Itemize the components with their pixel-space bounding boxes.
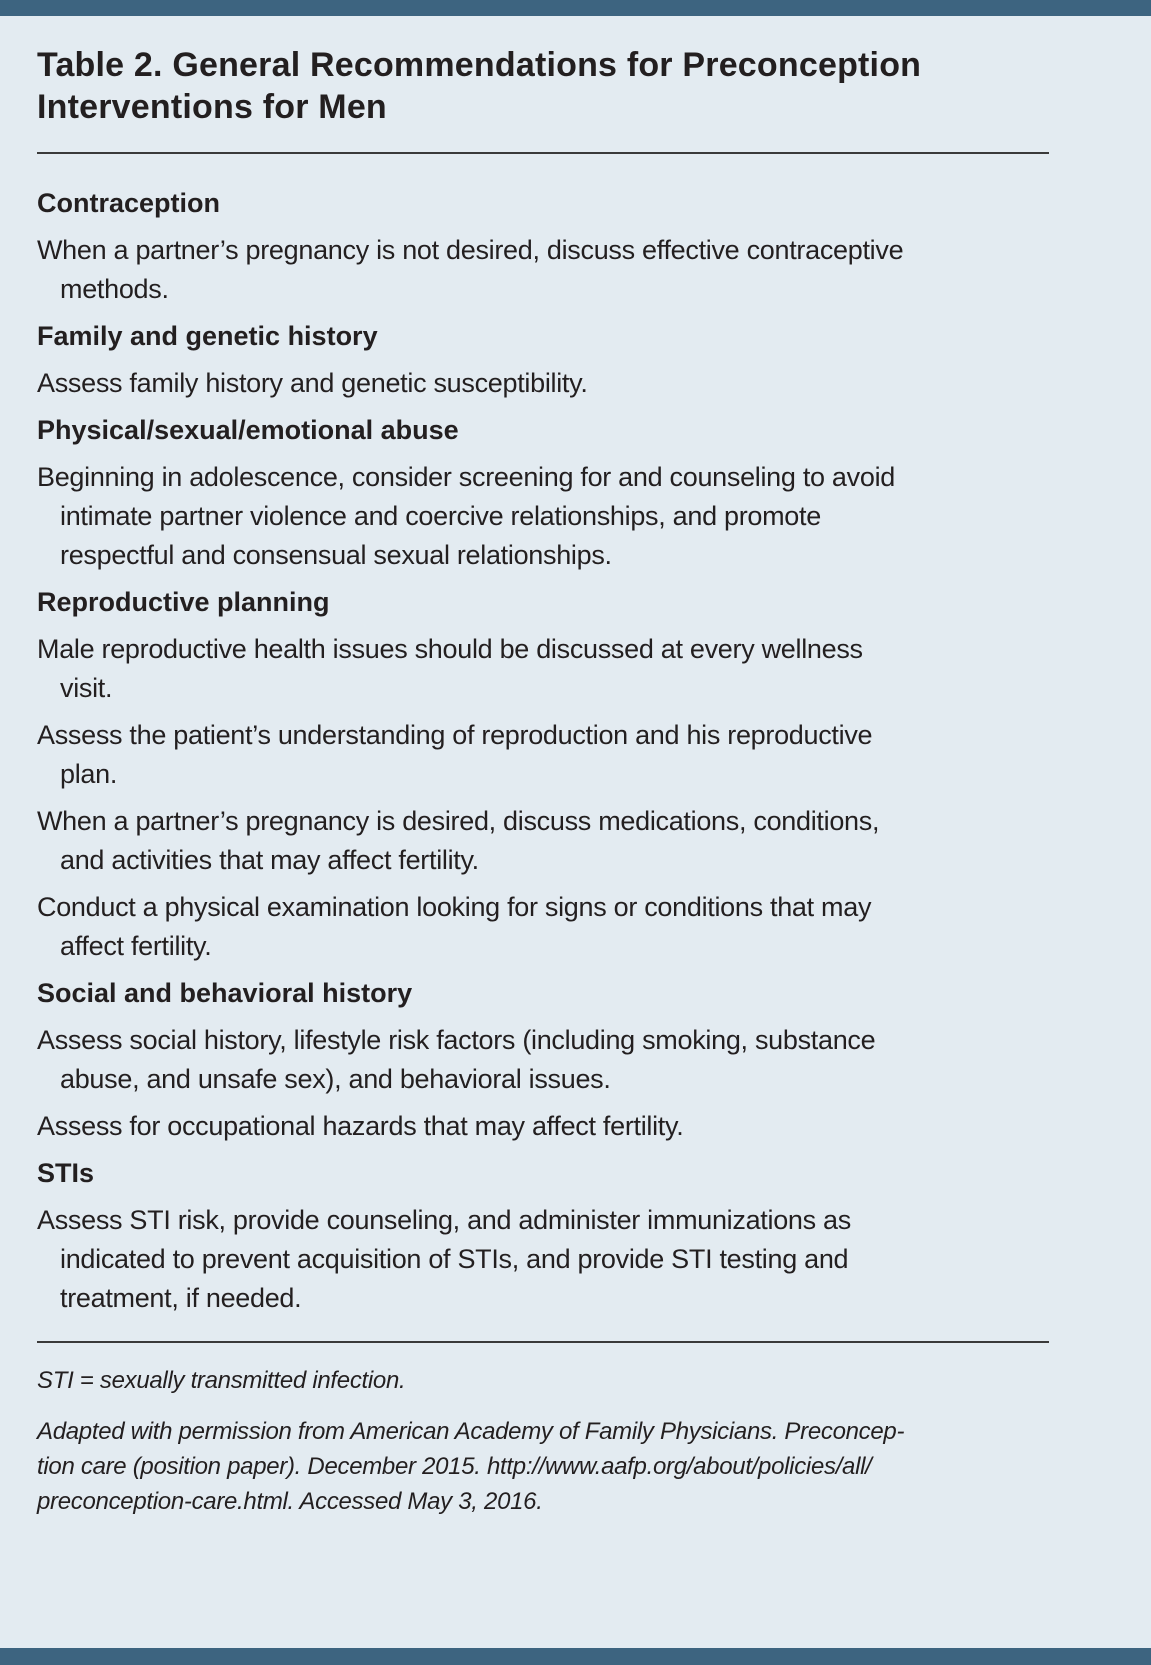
recommendation-item: Assess the patient’s understanding of reproduction and his reproductive plan. [37,720,873,789]
recommendation-item: Assess for occupational hazards that may affect fertility. [37,1111,684,1141]
source-footnote: Adapted with permission from American Academy of Family Physicians. Preconcep- tion care (position paper). December 2015. http://www.aafp.org/about/policies/all/ preconception-care.html. Accessed May 3, 2016. [37,1418,905,1515]
recommendation-item: Assess family history and genetic susceptibility. [37,368,588,398]
section-heading: Reproductive planning [37,587,330,617]
bottom-border-bar [0,1648,1151,1665]
recommendation-item: Assess STI risk, provide counseling, and administer immunizations as indicated to prevent acquisition of STIs, and provide STI testing and treatment, if needed. [37,1205,851,1313]
abbreviation-footnote: STI = sexually transmitted infection. [37,1367,406,1394]
recommendation-sections [37,184,1049,1318]
table-title: Table 2. General Recommendations for Preconception Interventions for Men [37,46,922,126]
section-heading: STIs [37,1158,95,1188]
recommendation-item: When a partner’s pregnancy is not desired, discuss effective contraceptive methods. [37,235,904,304]
recommendation-item: Conduct a physical examination looking for signs or conditions that may affect fertility. [37,892,872,961]
section-heading: Social and behavioral history [37,978,413,1008]
section-heading: Contraception [37,188,221,218]
table-box [37,44,1049,1519]
section-heading: Family and genetic history [37,321,378,351]
divider-top [37,152,1049,154]
top-border-bar [0,0,1151,16]
divider-bottom [37,1341,1049,1343]
section-heading: Physical/sexual/emotional abuse [37,415,459,445]
recommendation-item: When a partner’s pregnancy is desired, discuss medications, conditions, and activities that may affect fertility. [37,806,880,875]
recommendation-item: Assess social history, lifestyle risk factors (including smoking, substance abuse, and unsafe sex), and behavioral issues. [37,1025,876,1094]
recommendation-item: Male reproductive health issues should be discussed at every wellness visit. [37,634,863,703]
recommendation-item: Beginning in adolescence, consider screening for and counseling to avoid intimate partner violence and coercive relationships, and promote respectful and consensual sexual relationships. [37,462,895,570]
